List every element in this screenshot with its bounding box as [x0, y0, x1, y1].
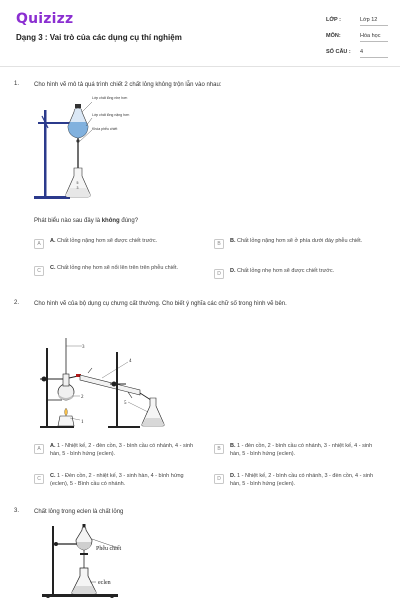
clamp-arm	[38, 122, 72, 124]
label-stopcock: Khóa phễu chiết	[92, 127, 118, 131]
distillation-apparatus-figure	[36, 338, 176, 430]
stand-base	[34, 196, 70, 199]
question-1-option-c[interactable]: C C. Chất lỏng nhẹ hơn sẽ nổi lên trên trên phễu chiết.	[34, 265, 210, 276]
option-a-marker[interactable]: A	[34, 239, 44, 249]
count-value: 4	[360, 49, 388, 58]
question-1-prompt: Phát biểu nào sau đây là không đúng?	[34, 218, 139, 224]
figure-label-2: 2	[81, 395, 84, 400]
header-divider	[0, 66, 400, 67]
question-1-text: Cho hình vẽ mô tả quá trình chiết 2 chất lỏng không trộn lẫn vào nhau:	[34, 82, 222, 88]
page-title: Dạng 3 : Vai trò của các dụng cụ thí nghiệm	[16, 33, 182, 42]
label-separatory-funnel: Phễu chiết	[96, 546, 122, 552]
count-label: SỐ CÂU :	[326, 49, 351, 55]
question-1-number: 1.	[14, 81, 20, 87]
option-c-marker[interactable]: C	[34, 474, 44, 484]
label-lighter-layer: Lớp chất lỏng nhẹ hơn	[92, 96, 128, 100]
question-2-text: Cho hình vẽ của bộ dụng cụ chưng cất thường. Cho biết ý nghĩa các chữ số trong hình vẽ bên.	[34, 301, 287, 307]
alcohol-burner	[58, 416, 74, 426]
option-c-marker[interactable]: C	[34, 266, 44, 276]
figure-label-1: 1	[81, 420, 84, 425]
question-2-option-a[interactable]: A A. 1 - Nhiệt kế, 2 - đèn cồn, 3 - bình cầu có nhánh, 4 - sinh hàn, 5 - bình hứng (eclen).	[34, 443, 210, 458]
question-2-option-d[interactable]: D D. 1 - Nhiệt kế, 2 - bình cầu có nhánh, 3 - đèn cồn, 4 - sinh hàn, 5 - bình hứng (eclen).	[214, 473, 390, 488]
svg-text:5: 5	[76, 181, 79, 185]
question-2-option-b[interactable]: B B. 1 - đèn cồn, 2 - bình cầu có nhánh, 3 - nhiệt kế, 4 - sinh hàn, 5 - bình hứng (eclen).	[214, 443, 390, 458]
subject-value: Hóa học	[360, 33, 388, 42]
figure-label-4: 4	[129, 359, 132, 364]
question-1-option-a[interactable]: A A. Chất lỏng nặng hơn sẽ được chiết trước.	[34, 238, 210, 249]
subject-label: MÔN:	[326, 33, 341, 39]
option-b-marker[interactable]: B	[214, 444, 224, 454]
question-3-number: 3.	[14, 508, 20, 514]
funnel-eclen-figure	[38, 522, 188, 600]
label-eclen: eclen	[98, 580, 111, 586]
question-1-option-d[interactable]: D D. Chất lỏng nhẹ hơn sẽ được chiết trước.	[214, 268, 390, 279]
question-3-text: Chất lỏng trong eclen là chất lỏng	[34, 509, 124, 515]
option-d-marker[interactable]: D	[214, 474, 224, 484]
quizizz-logo: Quizizz	[16, 11, 74, 27]
class-value: Lớp 12	[360, 17, 388, 26]
svg-text:3: 3	[76, 186, 79, 190]
option-d-marker[interactable]: D	[214, 269, 224, 279]
funnel-stopper	[75, 104, 81, 108]
condenser	[80, 375, 140, 395]
option-a-marker[interactable]: A	[34, 444, 44, 454]
question-2-option-c[interactable]: C C. 1 - Đèn cồn, 2 - nhiệt kế, 3 - sinh hàn, 4 - bình hứng (eclen), 5 - Bình cầu có nhánh.	[34, 473, 210, 488]
label-heavier-layer: Lớp chất lỏng nặng hơn	[92, 113, 130, 117]
separatory-funnel-figure	[30, 92, 140, 204]
class-label: LỚP :	[326, 17, 341, 23]
figure-label-3: 3	[82, 345, 85, 350]
option-b-marker[interactable]: B	[214, 239, 224, 249]
question-2-number: 2.	[14, 300, 20, 306]
figure-label-5: 5	[124, 401, 127, 406]
question-1-option-b[interactable]: B B. Chất lỏng nặng hơn sẽ ở phía dưới đáy phễu chiết.	[214, 238, 390, 249]
